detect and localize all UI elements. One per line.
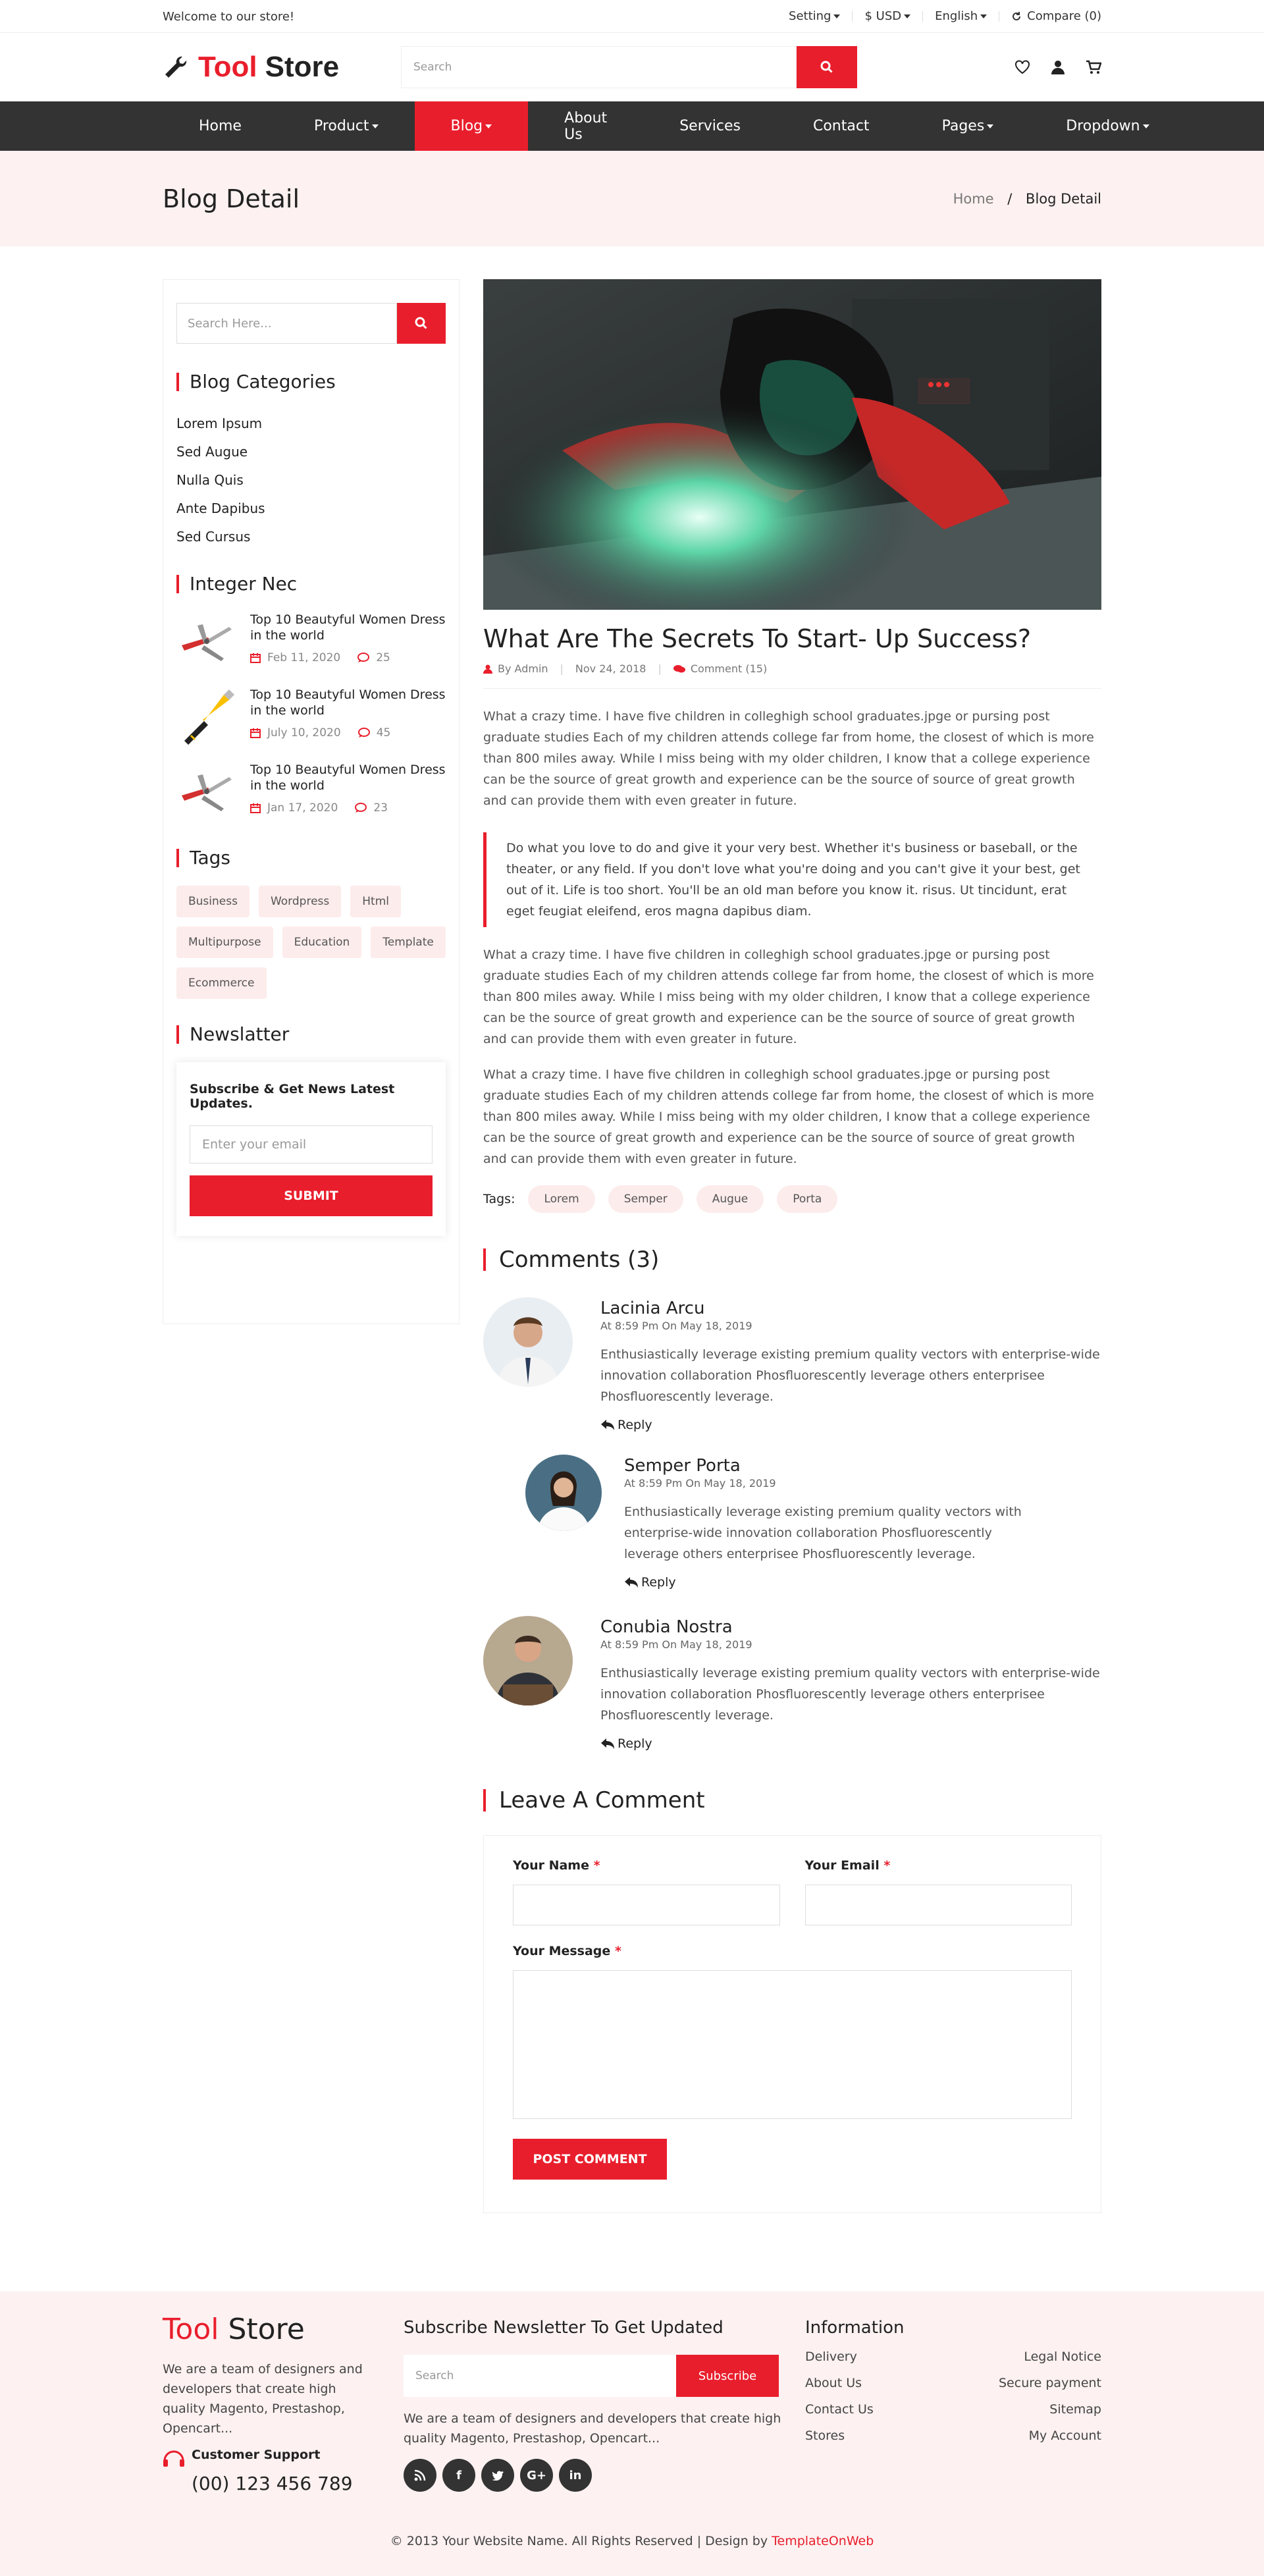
chevron-down-icon — [372, 124, 379, 128]
information-title: Information — [805, 2318, 905, 2338]
article-paragraph: What a crazy time. I have five children in colleghigh school graduates.jpge or pursing post graduate studies Each of my children attends college far from home, the closest of which is more than 800 miles away. While I miss being with my older children, I know that a college experience can be the source of great growth and experience can be the source of source of great growth and can provide them with even greater in future. — [483, 948, 1094, 1046]
breadcrumb — [953, 191, 1101, 207]
category-item[interactable]: Lorem Ipsum — [176, 416, 263, 431]
article — [483, 279, 1101, 2213]
email-label — [805, 1858, 1072, 1873]
tag[interactable]: Wordpress — [259, 886, 341, 917]
tags-label: Tags: — [483, 1192, 515, 1206]
logo-text-a: Tool — [198, 51, 257, 83]
footer-link[interactable]: Secure payment — [999, 2376, 1101, 2390]
nav-pages[interactable] — [906, 101, 1030, 151]
newsletter-box — [176, 1062, 446, 1236]
breadcrumb-current: Blog Detail — [1026, 190, 1101, 207]
leave-comment-title: Leave A Comment — [483, 1789, 1101, 1811]
calendar-icon — [250, 803, 261, 813]
message-textarea[interactable] — [513, 1970, 1072, 2119]
post-thumbnail — [176, 762, 237, 822]
post-comments: 25 — [376, 651, 390, 664]
article-date: Nov 24, 2018 — [575, 662, 646, 675]
article-tag[interactable]: Porta — [777, 1185, 837, 1213]
post-thumbnail — [176, 612, 237, 672]
comment-author: Conubia Nostra — [600, 1617, 733, 1637]
article-blockquote: Do what you love to do and give it your very best. Whether it's business or baseball, or the theater, or any field. If you don't love what you're doing and you can't give it your best, get out of it. Life is too short. You'll be an old man before you know it. risus. Ut tincidunt, erat eget feugiat eleifend, eros magna dapibus diam. — [483, 832, 1101, 927]
tag-cloud — [176, 886, 446, 999]
nav-contact[interactable] — [777, 101, 906, 151]
post-title[interactable]: Top 10 Beautyful Women Dress in the world — [250, 763, 446, 793]
post-meta — [250, 801, 446, 815]
footer-link[interactable]: Sitemap — [1049, 2402, 1101, 2417]
nav-label: Product — [313, 118, 369, 134]
post-meta — [250, 726, 446, 739]
currency-label: $ USD — [864, 9, 902, 23]
reply-icon — [600, 1419, 615, 1431]
article-tags — [483, 1185, 1101, 1213]
newsletter-submit-button[interactable]: SUBMIT — [190, 1175, 433, 1216]
article-tag[interactable]: Lorem — [528, 1185, 594, 1213]
user-icon — [483, 664, 492, 674]
footer-link[interactable]: Delivery — [805, 2349, 857, 2364]
comment-date: At 8:59 Pm On May 18, 2019 — [600, 1320, 752, 1332]
nav-label: Dropdown — [1066, 118, 1140, 134]
page-title: Blog Detail — [163, 184, 300, 213]
compare-label: Compare (0) — [1027, 9, 1101, 23]
nav-label: Blog — [450, 118, 483, 134]
post-date: Jan 17, 2020 — [267, 801, 338, 815]
social-links — [404, 2459, 805, 2492]
nav-services[interactable] — [643, 101, 777, 151]
post-comments: 23 — [373, 801, 388, 815]
user-icon[interactable] — [1051, 60, 1065, 74]
comment — [483, 1616, 1101, 1751]
search-icon — [820, 61, 833, 74]
category-item[interactable]: Sed Augue — [176, 444, 248, 460]
logo[interactable] — [163, 51, 401, 84]
tag[interactable]: Business — [176, 886, 250, 917]
footer-subscribe-button[interactable]: Subscribe — [676, 2355, 779, 2397]
comment-date: At 8:59 Pm On May 18, 2019 — [600, 1638, 752, 1651]
newsletter-email-input[interactable]: Enter your email — [190, 1125, 433, 1164]
headphones-icon — [163, 2448, 185, 2467]
facebook-icon[interactable]: f — [442, 2459, 475, 2492]
setting-dropdown[interactable] — [777, 11, 853, 22]
comment-icon — [355, 803, 367, 813]
tag[interactable]: Template — [371, 926, 446, 958]
tags-title: Tags — [176, 849, 446, 867]
post-date: Feb 11, 2020 — [267, 651, 341, 664]
footer-logo[interactable] — [163, 2313, 404, 2346]
calendar-icon — [250, 728, 261, 738]
article-title: What Are The Secrets To Start- Up Success? — [483, 624, 1032, 653]
meta-divider: | — [658, 662, 662, 675]
nav-label: Pages — [941, 118, 985, 134]
calendar-icon — [250, 653, 261, 663]
article-comment-count[interactable]: Comment (15) — [690, 662, 768, 675]
chevron-down-icon — [987, 124, 993, 128]
article-hero-image — [483, 279, 1101, 610]
search-button[interactable] — [797, 46, 857, 88]
tag[interactable]: Ecommerce — [176, 967, 267, 999]
message-label-text: Your Message — [513, 1944, 611, 1958]
footer-logo-b: Store — [228, 2313, 305, 2346]
chevron-down-icon — [980, 14, 987, 18]
nav-label: Services — [679, 118, 741, 134]
category-item[interactable]: Nulla Quis — [176, 472, 244, 488]
article-paragraph: What a crazy time. I have five children in colleghigh school graduates.jpge or pursing post graduate studies Each of my children attends college far from home, the closest of which is more than 800 miles away. While I miss being with my older children, I know that a college experience can be the source of great growth and experience can be the source of source of great growth and can provide them with even greater in future. — [483, 1067, 1094, 1166]
google-plus-icon[interactable]: G+ — [520, 2459, 553, 2492]
footer-link[interactable]: Contact Us — [805, 2402, 874, 2417]
article-meta — [483, 662, 1101, 689]
site-header — [0, 33, 1264, 101]
chevron-down-icon — [485, 124, 492, 128]
refresh-icon — [1011, 11, 1022, 22]
meta-divider: | — [560, 662, 564, 675]
support-phone[interactable]: (00) 123 456 789 — [192, 2473, 353, 2494]
currency-dropdown[interactable] — [853, 11, 923, 22]
language-dropdown[interactable] — [923, 11, 999, 22]
sidebar-search — [176, 303, 446, 344]
reply-icon — [624, 1576, 639, 1588]
avatar — [483, 1297, 573, 1387]
site-footer — [0, 2292, 1264, 2576]
logo-text-b: Store — [265, 51, 340, 83]
leave-comment-section — [483, 1789, 1101, 2213]
comment-form — [483, 1835, 1101, 2213]
post-title[interactable]: Top 10 Beautyful Women Dress in the world — [250, 612, 446, 643]
footer-newsletter-title: Subscribe Newsletter To Get Updated — [404, 2318, 724, 2338]
sidebar-search-input[interactable]: Search Here... — [176, 303, 397, 344]
rss-icon[interactable] — [404, 2459, 436, 2492]
post-comments: 45 — [376, 726, 391, 739]
search-icon — [415, 317, 428, 330]
cart-icon[interactable] — [1086, 60, 1101, 74]
footer-link[interactable]: My Account — [1028, 2428, 1101, 2443]
reply-label: Reply — [618, 1418, 652, 1432]
comment-icon — [357, 653, 369, 663]
comments-section — [483, 1248, 1101, 1751]
article-tag[interactable]: Semper — [608, 1185, 683, 1213]
comment — [483, 1297, 1101, 1432]
newsletter-text: Subscribe & Get News Latest Updates. — [190, 1082, 395, 1111]
header-search — [401, 46, 857, 88]
sidebar-search-button[interactable] — [397, 303, 446, 344]
nav-label: Contact — [812, 118, 870, 134]
sidebar — [163, 279, 460, 1324]
linkedin-icon[interactable]: in — [559, 2459, 592, 2492]
avatar — [525, 1455, 602, 1531]
article-paragraph: What a crazy time. I have five children in colleghigh school graduates.jpge or pursing post graduate studies Each of my children attends college far from home, the closest of which is more than 800 miles away. While I miss being with my older children, I know that a college experience can be the source of great growth and experience can be the source of source of great growth and can provide them with even greater in future. — [483, 709, 1094, 808]
top-bar — [0, 0, 1264, 33]
comment-icon — [358, 728, 370, 738]
category-item[interactable]: Sed Cursus — [176, 529, 251, 545]
required-marker: * — [614, 1944, 621, 1958]
categories-title: Blog Categories — [176, 373, 446, 391]
post-meta — [250, 651, 446, 664]
recent-posts-title: Integer Nec — [176, 575, 446, 593]
nav-label: Home — [199, 118, 242, 134]
footer-newsletter-text: We are a team of designers and developers that create high quality Magento, Prestashop, Opencart... — [404, 2411, 781, 2446]
required-marker: * — [883, 1858, 891, 1873]
post-date: July 10, 2020 — [267, 726, 341, 739]
language-label: English — [935, 9, 978, 23]
nav-label: About Us — [564, 109, 608, 143]
nav-blog[interactable] — [415, 101, 529, 151]
page-banner — [0, 151, 1264, 246]
twitter-icon[interactable] — [481, 2459, 514, 2492]
comment-text: Enthusiastically leverage existing premium quality vectors with enterprise-wide innovation collaboration Phosfluorescently leverage others enterprisee Phosfluorescently leverage. — [624, 1505, 1022, 1561]
recent-post[interactable] — [176, 762, 446, 822]
footer-link[interactable]: Legal Notice — [1024, 2349, 1101, 2364]
recent-post[interactable] — [176, 687, 446, 747]
footer-link[interactable]: About Us — [805, 2376, 862, 2390]
welcome-text: Welcome to our store! — [163, 9, 295, 24]
wrench-icon — [163, 54, 189, 80]
breadcrumb-separator: / — [1007, 190, 1013, 207]
nav-about[interactable] — [528, 101, 643, 151]
article-tag[interactable]: Augue — [697, 1185, 764, 1213]
copyright-text: © 2013 Your Website Name. All Rights Reserved | Design by — [390, 2534, 768, 2548]
footer-link[interactable]: Stores — [805, 2428, 845, 2443]
footer-logo-a: Tool — [163, 2313, 219, 2346]
comment-text: Enthusiastically leverage existing premium quality vectors with enterprise-wide innovation collaboration Phosfluorescently leverage others enterprisee Phosfluorescently leverage. — [600, 1347, 1100, 1404]
comment-date: At 8:59 Pm On May 18, 2019 — [624, 1477, 776, 1489]
tag[interactable]: Education — [282, 926, 362, 958]
search-input[interactable]: Search — [401, 46, 797, 88]
categories-list — [176, 410, 446, 551]
compare-link[interactable] — [999, 11, 1101, 22]
information-links — [805, 2349, 1101, 2443]
reply-button[interactable] — [600, 1736, 1101, 1751]
customer-support — [163, 2448, 404, 2494]
setting-label: Setting — [789, 9, 831, 23]
nav-product[interactable] — [278, 101, 415, 151]
header-icons — [1014, 60, 1101, 74]
reply-button[interactable] — [600, 1418, 1101, 1432]
comment-author: Lacinia Arcu — [600, 1299, 705, 1318]
chevron-down-icon — [1143, 124, 1149, 128]
footer-subscribe-input[interactable]: Search — [404, 2355, 676, 2397]
nav-home[interactable] — [163, 101, 278, 151]
reply-label: Reply — [618, 1736, 652, 1751]
reply-button[interactable] — [624, 1575, 1032, 1590]
designer-link[interactable]: TemplateOnWeb — [772, 2534, 874, 2548]
post-thumbnail — [176, 687, 237, 747]
name-label-text: Your Name — [513, 1858, 589, 1873]
name-field[interactable] — [513, 1885, 780, 1925]
message-label — [513, 1944, 1072, 1958]
footer-subscribe — [404, 2355, 805, 2397]
email-field[interactable] — [805, 1885, 1072, 1925]
recent-post[interactable] — [176, 612, 446, 672]
comment-text: Enthusiastically leverage existing premium quality vectors with enterprise-wide innovation collaboration Phosfluorescently leverage others enterprisee Phosfluorescently leverage. — [600, 1666, 1100, 1723]
newsletter-title: Newslatter — [176, 1025, 446, 1044]
chevron-down-icon — [904, 14, 910, 18]
main-content — [163, 246, 1101, 2213]
footer-about: We are a team of designers and developers that create high quality Magento, Prestashop, Opencart... — [163, 2362, 363, 2436]
comment-author: Semper Porta — [624, 1456, 741, 1476]
nav-dropdown[interactable] — [1030, 101, 1185, 151]
required-marker: * — [593, 1858, 600, 1873]
main-nav — [0, 101, 1264, 151]
heart-icon[interactable] — [1014, 60, 1030, 74]
reply-icon — [600, 1738, 615, 1750]
article-author: By Admin — [498, 662, 548, 675]
support-label: Customer Support — [192, 2448, 321, 2462]
copyright — [0, 2534, 1264, 2548]
breadcrumb-home[interactable]: Home — [953, 190, 994, 207]
post-title[interactable]: Top 10 Beautyful Women Dress in the world — [250, 687, 446, 718]
tag[interactable]: Html — [350, 886, 401, 917]
category-item[interactable]: Ante Dapibus — [176, 500, 265, 516]
chevron-down-icon — [833, 14, 840, 18]
post-comment-button[interactable]: POST COMMENT — [513, 2139, 667, 2180]
avatar — [483, 1616, 573, 1705]
email-label-text: Your Email — [804, 1858, 880, 1873]
reply-label: Reply — [641, 1575, 676, 1590]
tag[interactable]: Multipurpose — [176, 926, 273, 958]
comments-title: Comments (3) — [483, 1248, 1101, 1271]
name-label — [513, 1858, 780, 1873]
comments-icon — [673, 664, 685, 674]
comment-reply — [525, 1455, 1101, 1590]
